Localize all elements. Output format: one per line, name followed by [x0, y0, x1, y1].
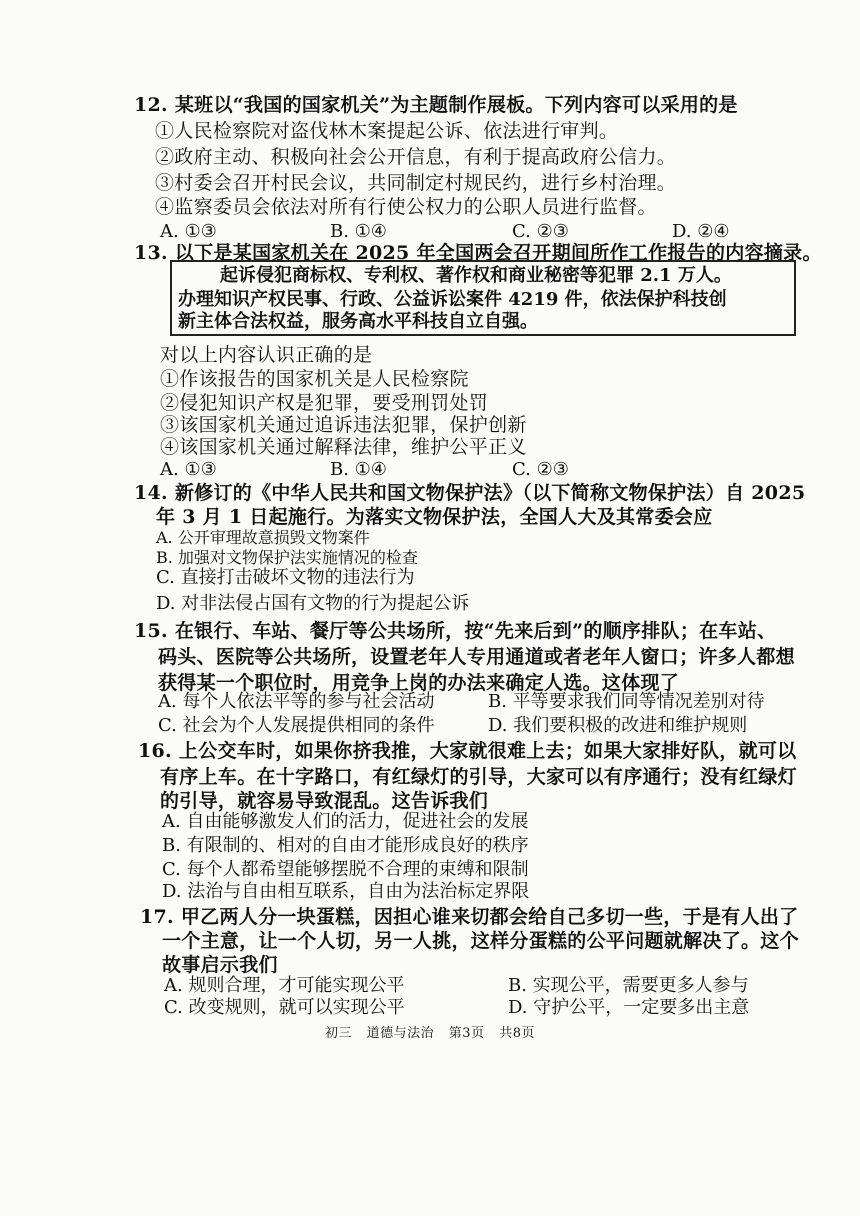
q13-stem: 13. 以下是某国家机关在 2025 年全国两会召开期间所作工作报告的内容摘录。	[134, 242, 822, 264]
q13-item-1: ①作该报告的国家机关是人民检察院	[160, 368, 469, 390]
q14-stem-line-1: 14. 新修订的《中华人民共和国文物保护法》（以下简称文物保护法）自 2025	[134, 482, 806, 504]
q13-box-line-3: 新主体合法权益，服务高水平科技自立自强。	[178, 311, 538, 332]
q17-stem-line-2: 一个主意，让一个人切，另一人挑，这样分蛋糕的公平问题就解决了。这个	[162, 930, 799, 952]
q17-option-b: B. 实现公平，需要更多人参与	[508, 975, 749, 996]
q15-stem-line-3: 获得某一个职位时，用竞争上岗的办法来确定人选。这体现了	[158, 672, 680, 694]
q12-option-b: B. ①④	[330, 221, 387, 242]
q16-stem-line-1: 16. 上公交车时，如果你挤我推，大家就很难上去；如果大家排好队，就可以	[138, 740, 797, 762]
q13-box-line-1: 起诉侵犯商标权、专利权、著作权和商业秘密等犯罪 2.1 万人。	[220, 265, 732, 286]
q13-option-a: A. ①③	[160, 459, 217, 480]
q13-prompt: 对以上内容认识正确的是	[160, 344, 373, 366]
q15-option-d: D. 我们要积极的改进和维护规则	[488, 715, 748, 736]
q14-option-a: A. 公开审理故意损毁文物案件	[156, 528, 370, 547]
q16-option-c: C. 每个人都希望能够摆脱不合理的束缚和限制	[162, 859, 529, 880]
q14-option-d: D. 对非法侵占国有文物的行为提起公诉	[156, 593, 470, 614]
q16-option-d: D. 法治与自由相互联系，自由为法治标定界限	[162, 881, 530, 902]
q12-item-1: ①人民检察院对盗伐林木案提起公诉、依法进行审判。	[155, 120, 619, 142]
footer-page: 第3页	[448, 1026, 485, 1041]
q13-option-b: B. ①④	[330, 459, 387, 480]
q17-option-d: D. 守护公平，一定要多出主意	[508, 997, 750, 1018]
q15-stem-line-2: 码头、医院等公共场所，设置老年人专用通道或者老年人窗口；许多人都想	[158, 646, 795, 668]
q15-option-b: B. 平等要求我们同等情况差别对待	[488, 691, 765, 712]
q15-stem-line-1: 15. 在银行、车站、餐厅等公共场所，按“先来后到”的顺序排队；在车站、	[134, 620, 777, 642]
q12-option-c: C. ②③	[512, 221, 569, 242]
q17-stem-line-3: 故事启示我们	[162, 954, 278, 976]
q13-box-line-2: 办理知识产权民事、行政、公益诉讼案件 4219 件，依法保护科技创	[178, 289, 727, 310]
q12-item-4: ④监察委员会依法对所有行使公权力的公职人员进行监督。	[155, 196, 657, 218]
q16-option-b: B. 有限制的、相对的自由才能形成良好的秩序	[162, 835, 529, 856]
q15-option-a: A. 每个人依法平等的参与社会活动	[158, 691, 435, 712]
page-footer	[0, 1022, 860, 1041]
q17-option-a: A. 规则合理，才可能实现公平	[164, 975, 405, 996]
q12-option-a: A. ①③	[160, 221, 217, 242]
q12-option-d: D. ②④	[672, 221, 730, 242]
q15-option-c: C. 社会为个人发展提供相同的条件	[158, 715, 435, 736]
q17-stem-line-1: 17. 甲乙两人分一块蛋糕，因担心谁来切都会给自己多切一些，于是有人出了	[140, 906, 799, 928]
q14-option-c: C. 直接打击破坏文物的违法行为	[156, 567, 415, 588]
q16-stem-line-2: 有序上车。在十字路口，有红绿灯的引导，大家可以有序通行；没有红绿灯	[160, 766, 797, 788]
q13-item-4: ④该国家机关通过解释法律，维护公平正义	[160, 436, 527, 458]
footer-subject: 道德与法治	[366, 1026, 435, 1041]
q12-item-2: ②政府主动、积极向社会公开信息，有利于提高政府公信力。	[155, 146, 677, 168]
q13-option-c: C. ②③	[512, 459, 569, 480]
q14-option-b: B. 加强对文物保护法实施情况的检查	[156, 548, 418, 567]
q16-stem-line-3: 的引导，就容易导致混乱。这告诉我们	[160, 790, 489, 812]
footer-total: 共8页	[499, 1026, 535, 1041]
q12-item-3: ③村委会召开村民会议，共同制定村规民约，进行乡村治理。	[155, 172, 677, 194]
q13-item-2: ②侵犯知识产权是犯罪，要受刑罚处罚	[160, 392, 489, 414]
q13-item-3: ③该国家机关通过追诉违法犯罪，保护创新	[160, 414, 527, 436]
q17-option-c: C. 改变规则，就可以实现公平	[164, 997, 405, 1018]
footer-grade: 初三	[324, 1026, 352, 1041]
q12-stem: 12. 某班以“我国的国家机关”为主题制作展板。下列内容可以采用的是	[134, 94, 738, 116]
q14-stem-line-2: 年 3 月 1 日起施行。为落实文物保护法，全国人大及其常委会应	[156, 506, 713, 528]
q13-excerpt-box	[170, 260, 796, 336]
q16-option-a: A. 自由能够激发人们的活力，促进社会的发展	[162, 811, 529, 832]
